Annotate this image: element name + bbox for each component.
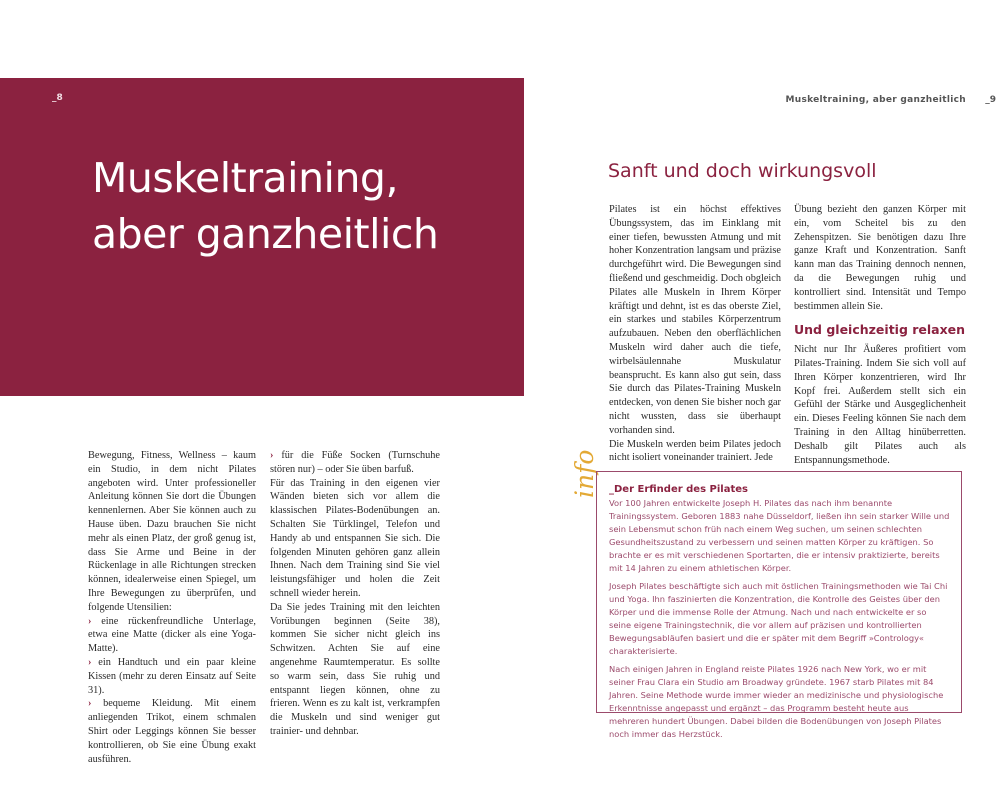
right-column-2 [794, 203, 966, 467]
info-box [596, 471, 962, 739]
list-item: › für die Füße Socken (Turnschuhe stören nur) – oder Sie üben barfuß. [270, 450, 441, 475]
bullet-chevron-icon: › [88, 698, 92, 710]
info-paragraph: Joseph Pilates beschäftigte sich auch mit östlichen Trainingsmethoden wie Tai Chi und Yoga. Ihn faszinierten die Konzentration, die Kontrolle des Geistes über den Körper und die immense Rolle der Atmung. Nach und nach entwickelte er so seine eigene Trainingstechnik, die vor allem auf präzisen und kontrollierten Bewegungsabläufen basiert und die er später mit dem Begriff »Contrology« charakterisierte. [609, 581, 948, 656]
running-head: Muskeltraining, aber ganzheitlich [785, 95, 966, 105]
info-box-title: _Der Erfinder des Pilates [609, 484, 748, 495]
chapter-title [92, 150, 512, 262]
list-item: › ein Handtuch und ein paar kleine Kissen (mehr zu deren Einsatz auf Seite 31). [88, 656, 256, 696]
section-heading: Sanft und doch wirkungsvoll [608, 160, 877, 182]
bullet-chevron-icon: › [88, 615, 92, 627]
paragraph: Für das Training in den eigenen vier Wänden bieten sich vor allem die klassischen Pilates-Bodenübungen an. Schalten Sie Türklingel, Telefon und Handy ab und entspannen Sie sich. Die folgenden Minuten gehören ganz allein Ihnen. Nach dem Training sind Sie viel leistungsfähiger und holen die Zeit schnell wieder herein. [270, 477, 440, 599]
paragraph: Die Muskeln werden beim Pilates jedoch nicht isoliert voneinander trainiert. Jede [609, 438, 781, 464]
paragraph: Bewegung, Fitness, Wellness – kaum ein Studio, in dem nicht Pilates angeboten wird. Unter professioneller Anleitung können Sie dort die Übungen kennenlernen. Aber Sie können auch zu Hause üben. Dazu brauchen Sie nicht mehr als einen Platz, der groß genug ist, dass Sie Arme und Beine in der Rückenlage in alle Richtungen strecken können, idealerweise einen Spiegel, um Ihre Bewegungen zu überprüfen, und folgende Utensilien: [88, 450, 256, 613]
chapter-title-line-2: aber ganzheitlich [92, 210, 439, 258]
paragraph: Pilates ist ein höchst effektives Übungssystem, das im Einklang mit einer tiefen, bewussten Atmung und mit hoher Konzentration langsam und präzise durchgeführt wird. Die Bewegungen sind fließend und geschmeidig. Doch obgleich Pilates alle Muskeln in Ihrem Körper kräftigt und dehnt, ist es das oberste Ziel, ein starkes und stabiles Körperzentrum aufzubauen. Neben den oberflächlichen Muskeln wird daher auch die tiefe, wirbelsäulennahe Muskulatur beansprucht. Es kann also gut sein, dass Sie durch das Pilates-Training Muskeln entdecken, von denen Sie bisher noch gar nicht wussten, dass sie überhaupt vorhanden sind. [609, 204, 781, 436]
info-label [566, 449, 599, 502]
subsection-heading: Und gleichzeitig relaxen [794, 322, 966, 338]
list-item: › eine rückenfreundliche Unterlage, etwa eine Matte (dicker als eine Yoga-Matte). [88, 615, 256, 655]
info-label-text: info [570, 449, 599, 498]
bullet-chevron-icon: › [88, 656, 92, 668]
page-number-left: _8 [52, 93, 63, 103]
paragraph: Nicht nur Ihr Äußeres profitiert vom Pilates-Training. Indem Sie sich voll auf Ihren Körper konzentrieren, wird Ihr Kopf frei. Außerdem stellt sich ein Gefühl der Stärke und Ausgeglichenheit ein. Dieses Feeling können Sie nach dem Training in den Alltag hinüberretten. Deshalb gilt Pilates auch als Entspannungsmethode. [794, 344, 966, 466]
paragraph: Übung bezieht den ganzen Körper mit ein, vom Scheitel bis zu den Zehenspitzen. Sie benötigen dazu Ihre ganze Kraft und Konzentration. Sanft kann man das Training dennoch nennen, da die Bewegungen ruhig und kontrolliert sind. Intensität und Tempo bestimmen allein Sie. [794, 204, 966, 312]
bullet-chevron-icon: › [270, 450, 274, 461]
page-number-right: _9 [985, 95, 996, 105]
left-column-1 [88, 449, 256, 766]
chapter-title-line-1: Muskeltraining, [92, 154, 398, 202]
left-column-2 [270, 449, 440, 739]
info-paragraph: Vor 100 Jahren entwickelte Joseph H. Pilates das nach ihm benannte Trainingssystem. Geboren 1883 nahe Düsseldorf, ließen ihn sein starker Wille und sein Lebensmut schon früh nach einem Weg suchen, um seinen schlechten Gesundheitszustand zu verbessern und seinen matten Körper zu kräftigen. So brachte er es mit verschiedenen Sportarten, die er intensiv praktizierte, bereits mit 14 Jahren zu einem athletischen Körper. [609, 498, 950, 573]
info-paragraph: Nach einigen Jahren in England reiste Pilates 1926 nach New York, wo er mit seiner Frau Clara ein Studio am Broadway gründete. 1967 starb Pilates mit 84 Jahren. Seine Methode wurde immer wieder an medizinische und physiologische Erkenntnisse angepasst und ergänzt – das Programm besteht heute aus mehreren hundert Übungen. Dabei bilden die Bodenübungen von Joseph Pilates noch immer das Herzstück. [609, 664, 944, 739]
paragraph: Da Sie jedes Training mit den leichten Vorübungen beginnen (Seite 38), kommen Sie sicher nicht gleich ins Schwitzen. Achten Sie auf eine angenehme Raumtemperatur. Es sollte so warm sein, dass Sie ruhig und entspannt liegen können, ohne zu frieren. Wenn es zu kalt ist, verkrampfen die Muskeln und sind weniger gut trainier- und dehnbar. [270, 601, 440, 737]
list-item: › bequeme Kleidung. Mit einem anliegenden Trikot, einem schmalen Shirt oder Leggings können Sie besser kontrollieren, ob Sie eine Übung exakt ausführen. [88, 698, 256, 765]
right-column-1 [609, 203, 781, 465]
